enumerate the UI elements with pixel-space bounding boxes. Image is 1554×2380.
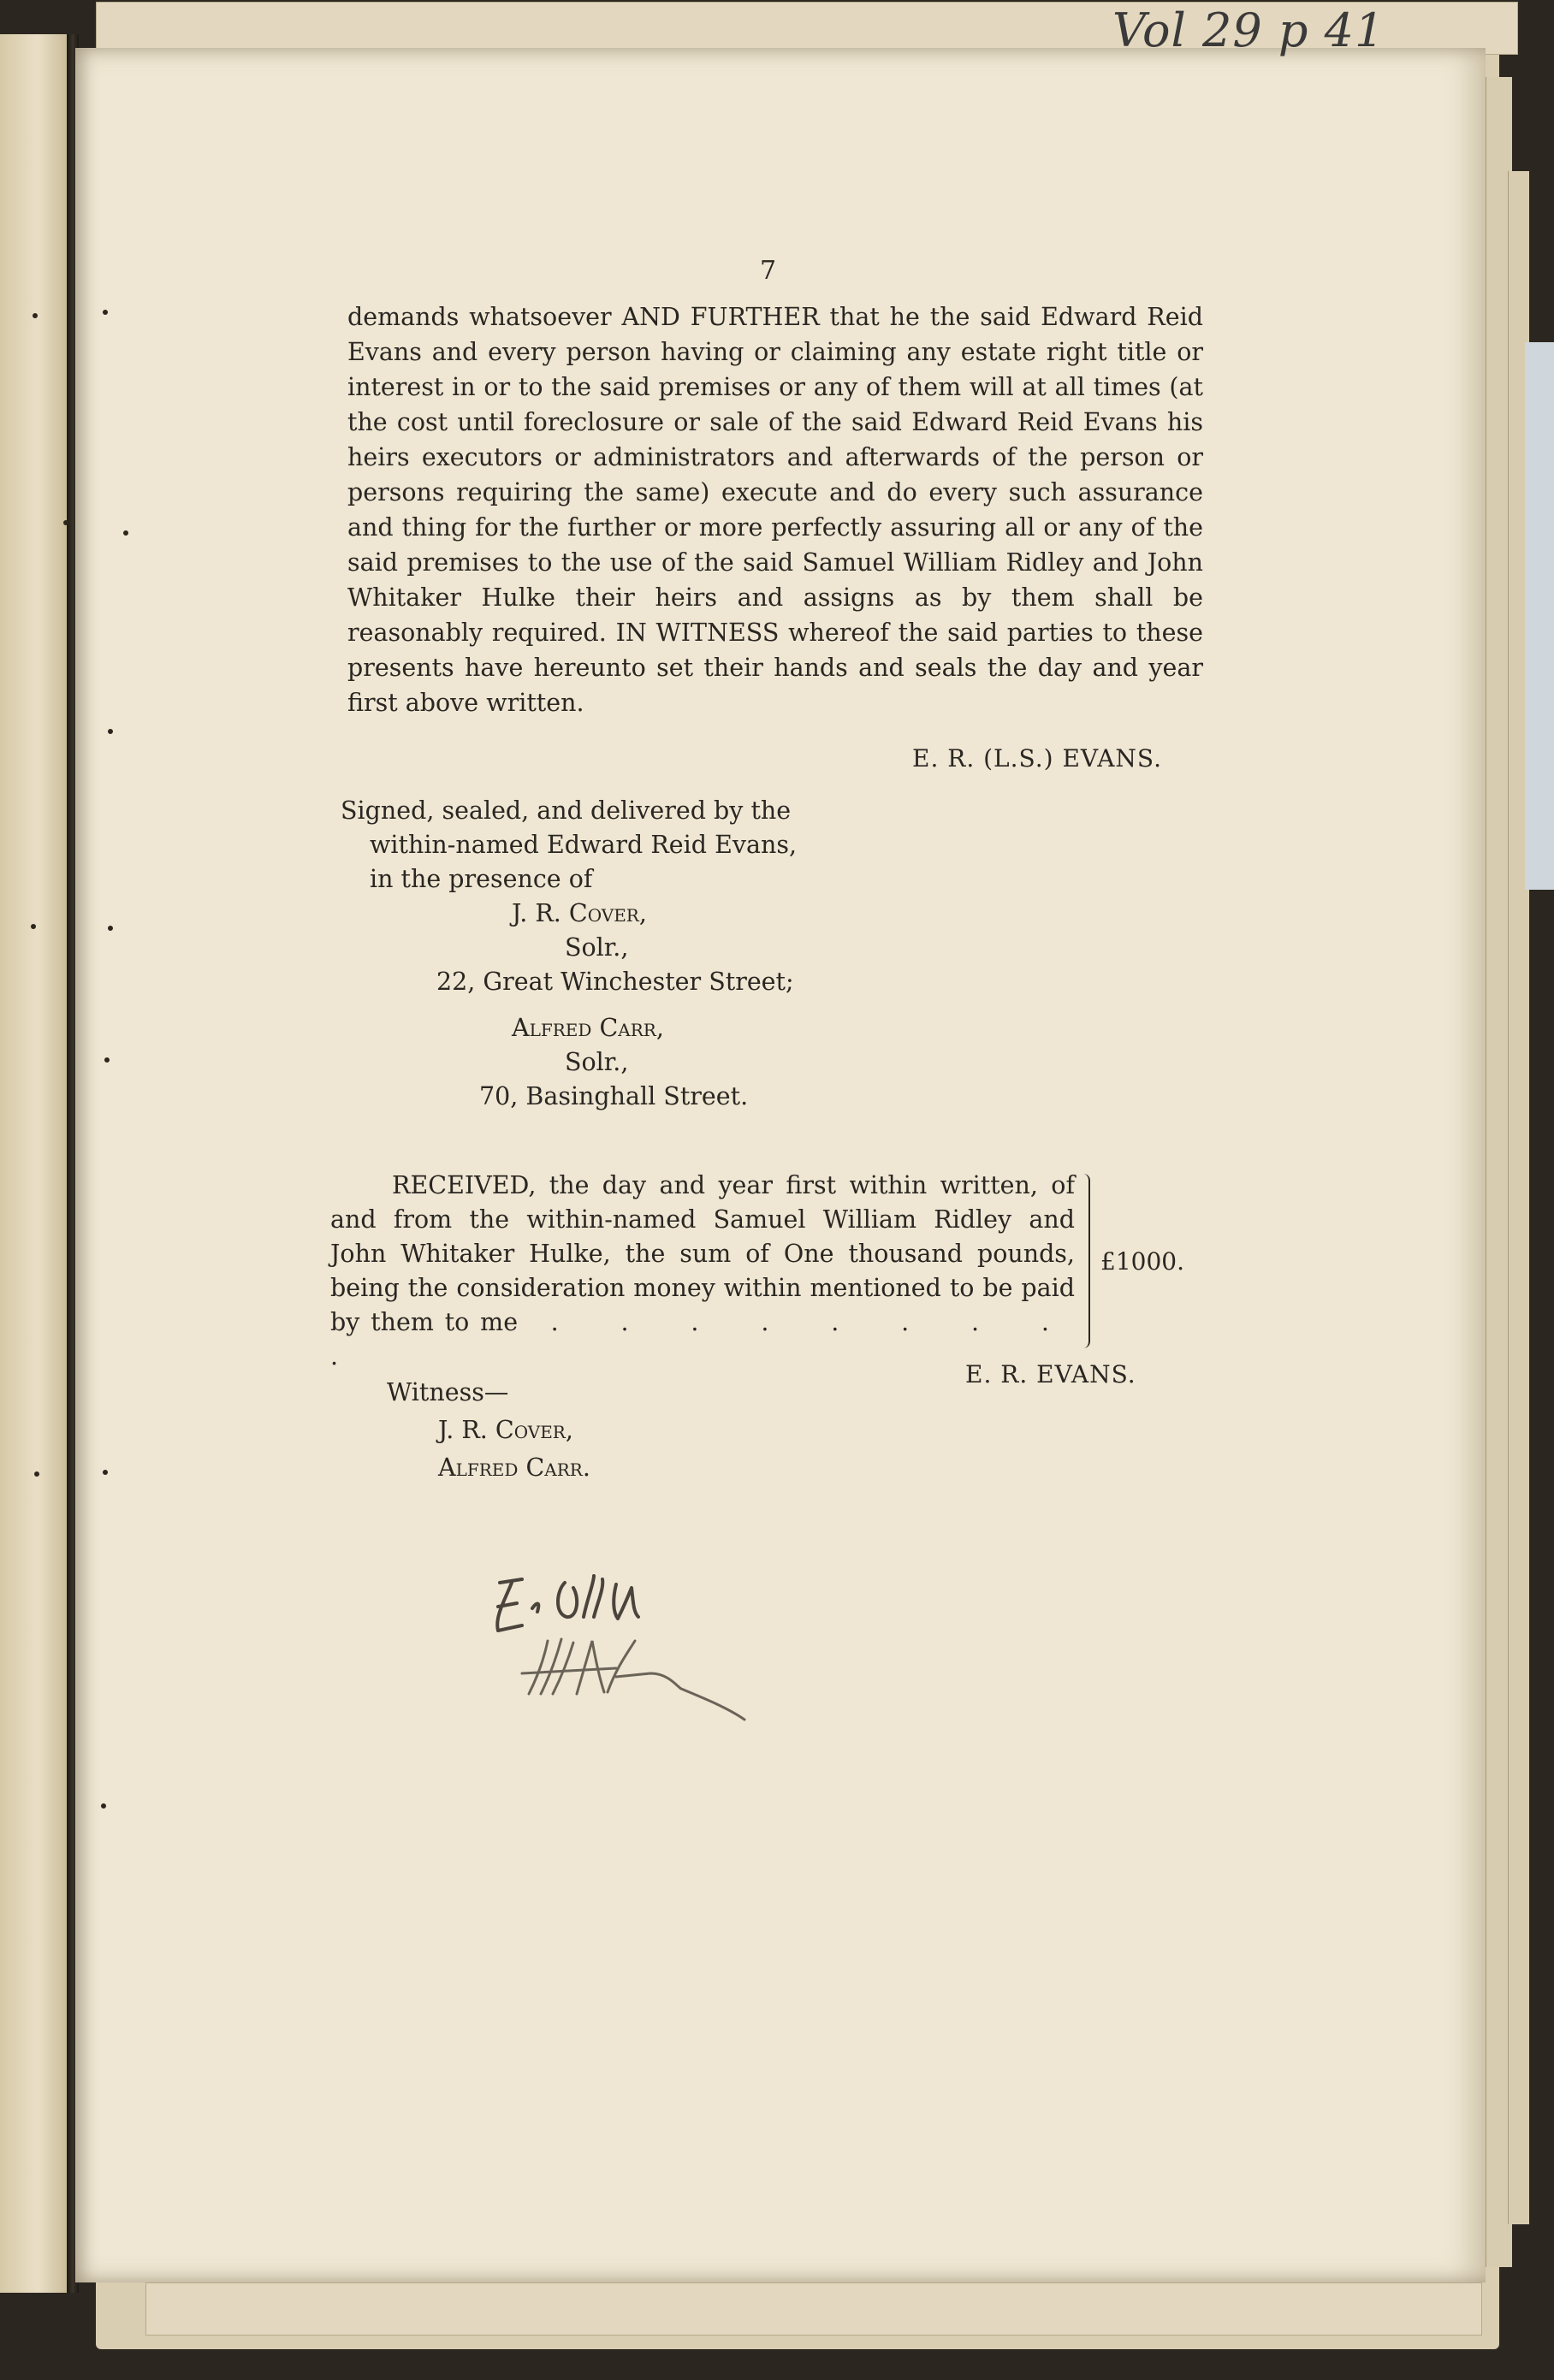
handwritten-initials-signature [488,1548,762,1728]
receipt-brace [1080,1174,1090,1348]
binding-hole [104,1057,110,1063]
deed-body-paragraph: demands whatsoever AND FURTHER that he the said Edward Reid Evans and every person having or claiming any estate right title or interest in or to the said premises or any of them will at all times (at the cost until foreclosure or sale of the said Edward Reid Evans his heirs executors or administrators and afterwards of the person or persons requiring the same) execute and do every such assurance and thing for the further or more perfectly assuring all or any of the said premises to the use of the said Samuel William Ridley and John Whitaker Hulke their heirs and assigns as by them shall be reasonably required. IN WITNESS whereof the said parties to these presents have hereunto set their hands and seals the day and year first above written. [347,303,1203,717]
attached-sheet [1525,342,1554,890]
attestation-line: within-named Edward Reid Evans, [370,831,798,859]
binding-hole [34,1471,39,1477]
receipt-clause [330,1169,1075,1374]
receipt-amount: £1000. [1100,1247,1184,1276]
witness-title: Solr., [565,933,629,962]
attestation-line: Signed, sealed, and delivered by the [341,796,792,825]
attestation-line: in the presence of [370,865,593,893]
witness-name: J. R. Cover, [438,1416,573,1444]
witness-name: J. R. Cover, [512,899,647,927]
spacer [341,999,820,1011]
receipt-signature: E. R. EVANS. [965,1360,1136,1388]
receipt-line: and from the within-named Samuel William Ridley and [330,1205,1075,1234]
bottom-sheet [145,2282,1482,2336]
witness-label: Witness— [387,1378,509,1406]
witness-title: Solr., [565,1048,629,1076]
witness-name: Alfred Carr, [512,1014,664,1042]
binding-hole [63,520,68,525]
grantor-signature: E. R. (L.S.) EVANS. [912,744,1163,773]
binding-hole [123,530,128,536]
attestation-clause [341,794,820,1114]
page-number: 7 [760,256,777,286]
witness-address: 22, Great Winchester Street; [436,968,794,996]
receipt-witnesses [387,1374,590,1487]
receipt-line [330,1305,1075,1374]
witness-name: Alfred Carr. [438,1453,590,1482]
binding-hole [108,926,113,931]
binding-hole [33,313,38,318]
receipt-line: being the consideration money within mentioned to be paid [330,1274,1075,1302]
receipt-line: RECEIVED, the day and year first within written, of [392,1171,1075,1199]
receipt-line-text: by them to me [330,1308,519,1336]
dot-leader: . . . . . . . . . [330,1308,1075,1371]
witness-address: 70, Basinghall Street. [479,1082,749,1110]
binding-hole [31,924,36,929]
binding-hole [108,729,113,734]
binding-hole [103,1470,108,1475]
archive-reference-note: Vol 29 p 41 [1112,3,1385,57]
left-page-edge [0,34,68,2293]
binding-hole [101,1803,106,1809]
binding-hole [103,310,108,315]
receipt-line: John Whitaker Hulke, the sum of One thousand pounds, [330,1240,1075,1268]
